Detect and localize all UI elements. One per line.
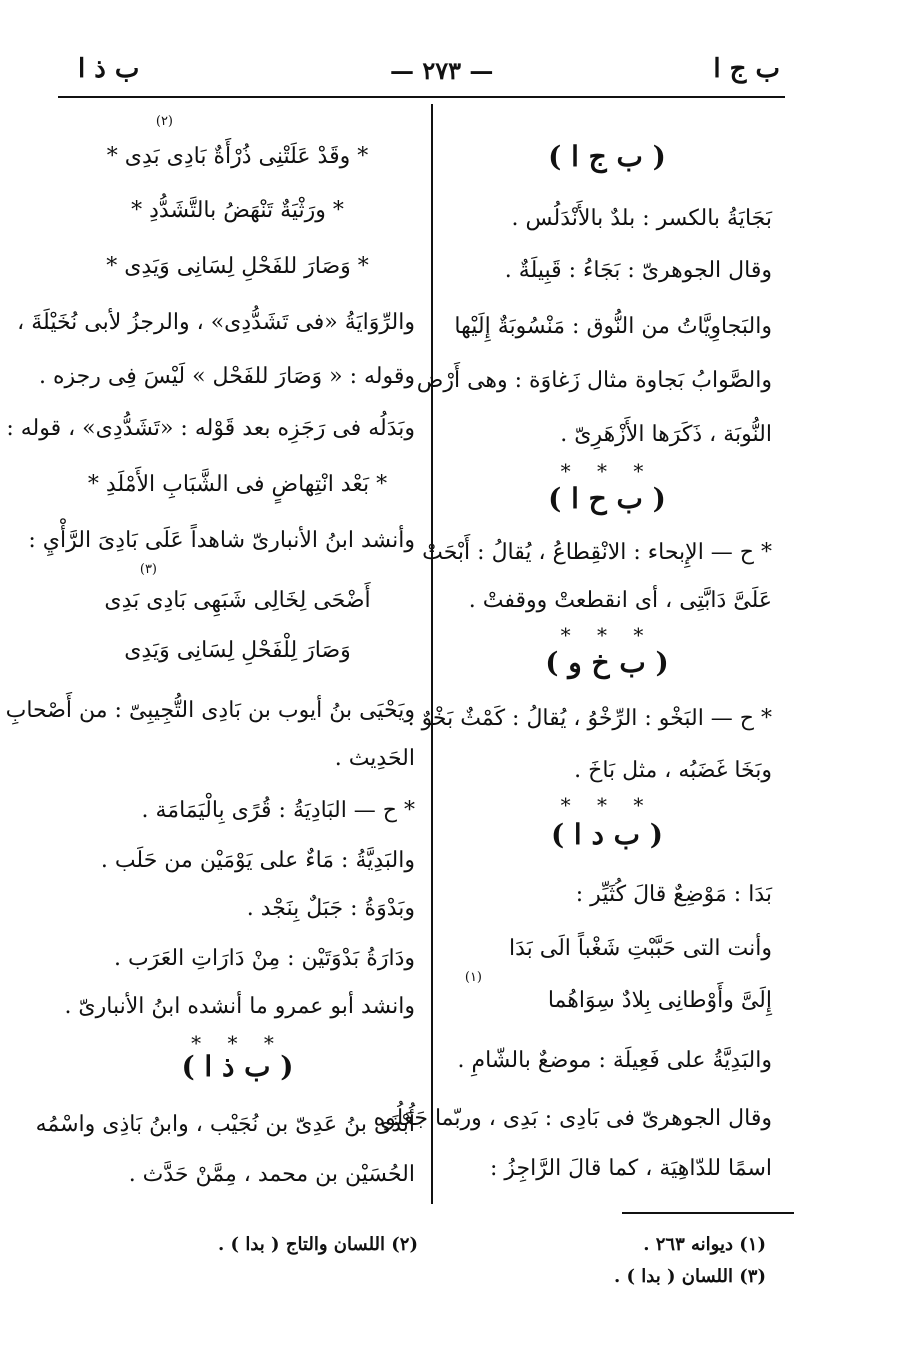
text-line: والرِّوَايَةُ «فى تَشَدُّدِى» ، والرجزُ لأبى نُخَيْلَةَ ، (17, 310, 415, 335)
section-separator: * * * (560, 459, 654, 483)
verse-line: وَصَارَ لِلْفَحْلِ لِسَانِى وَيَدِى (124, 638, 351, 663)
verse-line: أَضْحَى لِخَالِى شَبَهِى بَادِى بَدِى (104, 588, 371, 613)
entry-heading: ( ب د ا ) (550, 818, 664, 851)
footnote-left: (٢) اللسان والتاج ( بدا ) . (218, 1234, 418, 1255)
header-right-entry: ب ج ا (713, 54, 780, 84)
header-rule (58, 96, 785, 98)
footnote-marker: (١) (464, 970, 482, 985)
page-number: — ٢٧٣ — (390, 56, 494, 85)
text-line: وانشد أبو عمرو ما أنشده ابنُ الأنبارىّ . (64, 994, 415, 1019)
entry-heading: ( ب ج ا ) (548, 140, 666, 173)
entry-heading: ( ب ح ا ) (548, 482, 666, 515)
text-line: وأنشد ابنُ الأنبارىّ شاهداً عَلَى بَادِىَ الرَّأْيِ : (28, 528, 415, 553)
text-line: * ح — البَخْو : الرِّخْوُ ، يُقالُ : كَمْثٌ بَخْوٌ . (407, 706, 772, 731)
text-line: النُّوبَة ، ذَكَرَها الأَزْهَرِىّ . (560, 422, 772, 447)
text-line: والصَّوابُ بَجاوة مثال زَغاوَة : وهى أَرْض (416, 368, 772, 393)
entry-heading: ( ب خ و ) (545, 646, 669, 679)
text-line: * ح — البَادِيَةُ : قُرًى بِالْيَمَامَة . (141, 798, 415, 823)
verse-line: * بَعْد انْتِهاضٍ فى الشَّبَابِ الأَمْلَدِ * (87, 472, 388, 497)
text-line: عَلَىَّ دَابَّتِى ، أى انقطعتْ ووقفتْ . (468, 588, 772, 613)
footnote-right-1: (١) ديوانه ٢٦٣ . (643, 1234, 766, 1255)
section-separator: * * * (560, 793, 654, 817)
text-line: وبَدَلُه فى رَجَزِه بعد قَوْله : «تَشَدُّدِى» ، قوله : (6, 416, 415, 441)
footnote-marker: (٣) (139, 562, 157, 577)
text-line: ودَارَةُ بَدْوَتَيْن : مِنْ دَارَاتِ العَرَب . (113, 946, 415, 971)
text-line: وبَدْوَةُ : جَبَلٌ بِنَجْد . (246, 896, 415, 921)
entry-heading: ( ب ذ ا ) (181, 1050, 294, 1083)
text-line: وقال الجوهرىّ فى بَادِى : بَدِى ، وربّما جَعَلُوه (373, 1106, 772, 1131)
header-left-entry: ب ذ ا (78, 54, 140, 84)
text-line: الحُسَيْن بن محمد ، مِمَّنْ حَدَّث . (128, 1162, 415, 1187)
section-separator: * * * (560, 623, 654, 647)
text-line: وقوله : « وَصَارَ للفَحْل » لَيْسَ فِى رجزه . (38, 364, 415, 389)
text-line: أُبْذَى بنُ عَدِىّ بن نُجَيْب ، وابنُ بَاذِى واسْمُه (35, 1112, 415, 1137)
verse-line: * ورَثْيَةٌ تَنْهَضُ بالتَّشَدُّدِ * (131, 198, 344, 223)
verse-line: وأنت التى حَبَّبْتِ شَغْباً الَى بَدَا (508, 936, 772, 961)
text-line: بَجَايَةُ بالكسر : بلدٌ بالأَنْدَلُس . (511, 206, 772, 231)
text-line: اسمًا للدّاهِيَة ، كما قالَ الرَّاجِزُ : (489, 1156, 772, 1181)
text-line: ويَحْيَى بنُ أيوب بن بَادِى التُّجِيبِىّ : من أَصْحابِ (5, 698, 415, 723)
column-divider (431, 104, 433, 1204)
text-line: الحَدِيث . (334, 746, 415, 771)
section-separator: * * * (191, 1031, 284, 1055)
footnote-marker: (٢) (155, 114, 173, 129)
verse-line: * وقَدْ عَلَتْنِى ذُرْأَةٌ بَادِى بَدِى * (106, 144, 369, 169)
verse-line: * وَصَارَ للفَحْلِ لِسَانِى وَيَدِى * (106, 254, 369, 279)
text-line: بَدَا : مَوْضِعٌ قالَ كُثَيِّر : (575, 882, 772, 907)
text-line: * ح — الإِبحاء : الانْقِطاعُ ، يُقالُ : أَبْحَتْ (422, 540, 772, 565)
verse-line: إِلَىَّ وأَوْطانِى بِلادٌ سِوَاهُما (547, 988, 772, 1013)
footnote-right-2: (٣) اللسان ( بدا ) . (613, 1266, 766, 1287)
text-line: وبَخَا غَضَبُه ، مثل بَاخَ . (574, 758, 772, 783)
text-line: والبَجاوِيَّاتُ من النُّوق : مَنْسُوبَةٌ إِلَيْها (454, 314, 772, 339)
text-line: والبَدِيَّةُ على فَعِيلَة : موضعٌ بالشّامِ . (457, 1048, 772, 1073)
text-line: وقال الجوهرىّ : بَجَاءُ : قَبِيلَةٌ . (504, 258, 772, 283)
footnote-rule (622, 1212, 794, 1214)
text-line: والبَدِيَّةُ : مَاءٌ على يَوْمَيْن من حَلَب . (100, 848, 415, 873)
running-head (60, 52, 780, 92)
